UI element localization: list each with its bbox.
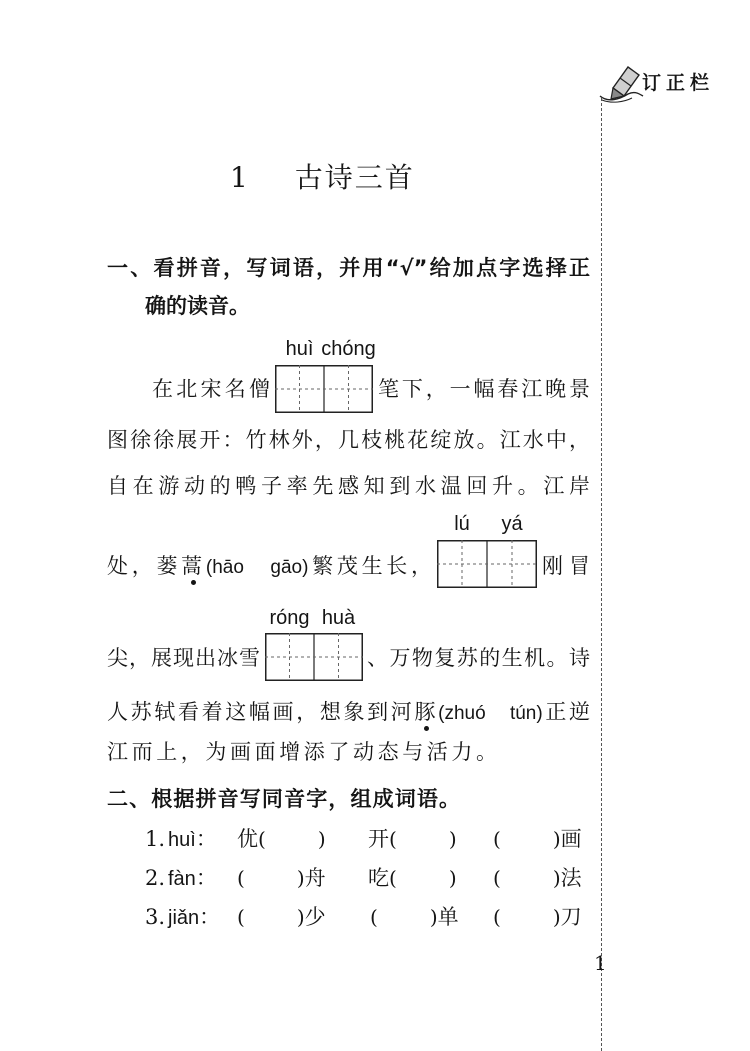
passage-line6 — [107, 697, 590, 727]
word-blank-group: ( )舟 — [237, 866, 326, 890]
correction-column-header — [598, 58, 723, 104]
lesson-title — [230, 158, 415, 198]
word-blank-group: ( )刀 — [493, 905, 582, 929]
writing-grid-2 — [437, 540, 537, 588]
word-blank-group: ( )单 — [370, 905, 459, 929]
homophone-item-3 — [0, 902, 600, 932]
reading-options: (hāo gāo) — [205, 557, 309, 578]
dotted-character: 蒿 — [181, 554, 206, 578]
lesson-title-text: 古诗三首 — [294, 161, 415, 194]
homophone-item-1 — [0, 824, 600, 854]
pinyin-prompt-2 — [437, 512, 537, 536]
lesson-number: 1 — [230, 161, 248, 194]
pinyin-syllable: chóng — [321, 338, 376, 360]
pinyin-prompt-3 — [265, 606, 363, 630]
word-blank-group: 开( ) — [368, 827, 457, 851]
item-number: 1. — [145, 827, 166, 851]
word-blank-group: ( )画 — [493, 827, 582, 851]
writing-grid-1 — [275, 365, 373, 413]
section1-heading-line2: 确的读音。 — [145, 294, 250, 318]
page-number: 1 — [594, 951, 607, 975]
reading-options: (zhuó tún) — [438, 703, 543, 724]
passage-line3: 自在游动的鸭子率先感知到水温回升。江岸 — [107, 474, 590, 498]
pinyin-syllable: huì — [285, 338, 314, 360]
pencil-eraser-icon — [598, 58, 644, 104]
writing-grid-3 — [265, 633, 363, 681]
passage-line1-before: 在北宋名僧 — [152, 377, 270, 401]
pinyin-syllable: lú — [454, 513, 470, 535]
pinyin-syllable: huà — [321, 607, 356, 629]
passage-text: 人苏轼看着这幅画，想象到河 — [107, 700, 415, 724]
section2-heading: 二、根据拼音写同音字，组成词语。 — [107, 787, 460, 811]
section1-heading-line1: 一、看拼音，写词语，并用“√”给加点字选择正 — [107, 256, 590, 280]
correction-column-divider — [601, 98, 602, 1051]
pinyin-prompt-1 — [275, 337, 376, 361]
homophone-item-2 — [0, 863, 600, 893]
passage-text: 正逆 — [542, 700, 591, 724]
word-blank-group: 吃( ) — [368, 866, 457, 890]
word-blank-group: ( )法 — [493, 866, 582, 890]
word-blank-group: 优( ) — [237, 827, 326, 851]
word-blank-group: ( )少 — [237, 905, 326, 929]
pinyin-syllable: róng — [269, 607, 310, 629]
passage-line2: 图徐徐展开：竹林外，几枝桃花绽放。江水中， — [107, 428, 590, 452]
pinyin-syllable: yá — [501, 513, 523, 535]
dotted-character: 豚 — [414, 700, 439, 724]
passage-line4-after: 刚冒 — [542, 554, 590, 578]
correction-column-label: 订正栏 — [642, 72, 715, 94]
item-pinyin: fàn： — [168, 866, 217, 890]
passage-text: 繁茂生长， — [308, 554, 433, 578]
passage-line7: 江而上，为画面增添了动态与活力。 — [107, 740, 497, 764]
item-pinyin: jiǎn： — [168, 905, 221, 929]
passage-line5-after: 、万物复苏的生机。诗 — [367, 646, 590, 670]
passage-line1-after: 笔下，一幅春江晚景 — [378, 377, 590, 401]
passage-text: 处，蒌 — [107, 554, 182, 578]
item-number: 3. — [145, 905, 166, 929]
passage-line4-before — [107, 551, 432, 581]
passage-line5-before: 尖，展现出冰雪 — [107, 646, 260, 670]
item-pinyin: huì： — [168, 827, 217, 851]
item-number: 2. — [145, 866, 166, 890]
